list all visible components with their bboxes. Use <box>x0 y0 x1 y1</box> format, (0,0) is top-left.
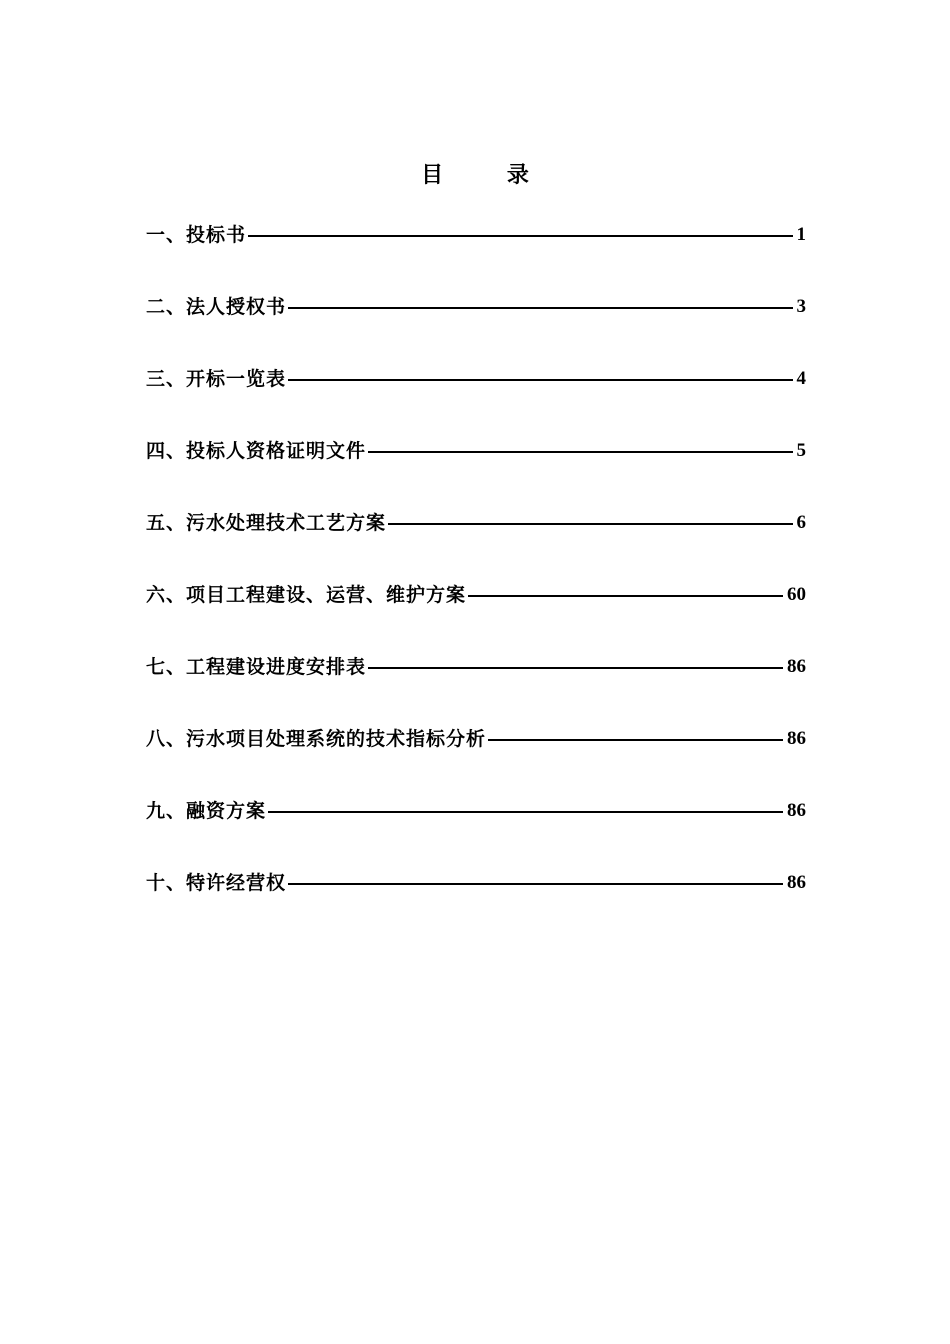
toc-entry-label: 四、投标人资格证明文件 <box>146 440 367 462</box>
toc-entry[interactable] <box>146 362 806 396</box>
toc-entry-page: 60 <box>787 584 806 605</box>
toc-entry-page: 4 <box>796 368 806 389</box>
toc-entry-label: 九、融资方案 <box>146 800 267 822</box>
toc-entry-page: 86 <box>787 872 806 893</box>
toc-entry-label: 一、投标书 <box>146 224 247 246</box>
toc-entry-label: 六、项目工程建设、运营、维护方案 <box>146 584 467 606</box>
toc-entry-page: 86 <box>787 800 806 821</box>
toc-leader-line <box>368 451 792 453</box>
toc-leader-line <box>288 883 783 885</box>
toc-entry[interactable] <box>146 506 806 540</box>
toc-list <box>146 218 806 938</box>
toc-leader-line <box>388 523 792 525</box>
toc-entry-page: 86 <box>787 728 806 749</box>
toc-entry-label: 八、污水项目处理系统的技术指标分析 <box>146 728 487 750</box>
toc-entry[interactable] <box>146 794 806 828</box>
toc-leader-line <box>268 811 783 813</box>
toc-entry-label: 三、开标一览表 <box>146 368 287 390</box>
toc-entry-label: 二、法人授权书 <box>146 296 287 318</box>
toc-entry[interactable] <box>146 866 806 900</box>
toc-entry-page: 1 <box>796 224 806 245</box>
toc-leader-line <box>288 307 792 309</box>
toc-entry-label: 五、污水处理技术工艺方案 <box>146 512 387 534</box>
toc-leader-line <box>288 379 792 381</box>
toc-entry-page: 86 <box>787 656 806 677</box>
toc-leader-line <box>468 595 783 597</box>
toc-entry[interactable] <box>146 722 806 756</box>
toc-leader-line <box>488 739 783 741</box>
toc-entry-page: 6 <box>796 512 806 533</box>
toc-entry-page: 3 <box>796 296 806 317</box>
toc-entry-label: 十、特许经营权 <box>146 872 287 894</box>
toc-entry-page: 5 <box>796 440 806 461</box>
toc-entry[interactable] <box>146 650 806 684</box>
toc-entry[interactable] <box>146 434 806 468</box>
toc-title: 目 录 <box>421 162 557 188</box>
toc-entry[interactable] <box>146 218 806 252</box>
toc-entry[interactable] <box>146 290 806 324</box>
toc-leader-line <box>248 235 792 237</box>
toc-leader-line <box>368 667 783 669</box>
toc-entry-label: 七、工程建设进度安排表 <box>146 656 367 678</box>
toc-entry[interactable] <box>146 578 806 612</box>
